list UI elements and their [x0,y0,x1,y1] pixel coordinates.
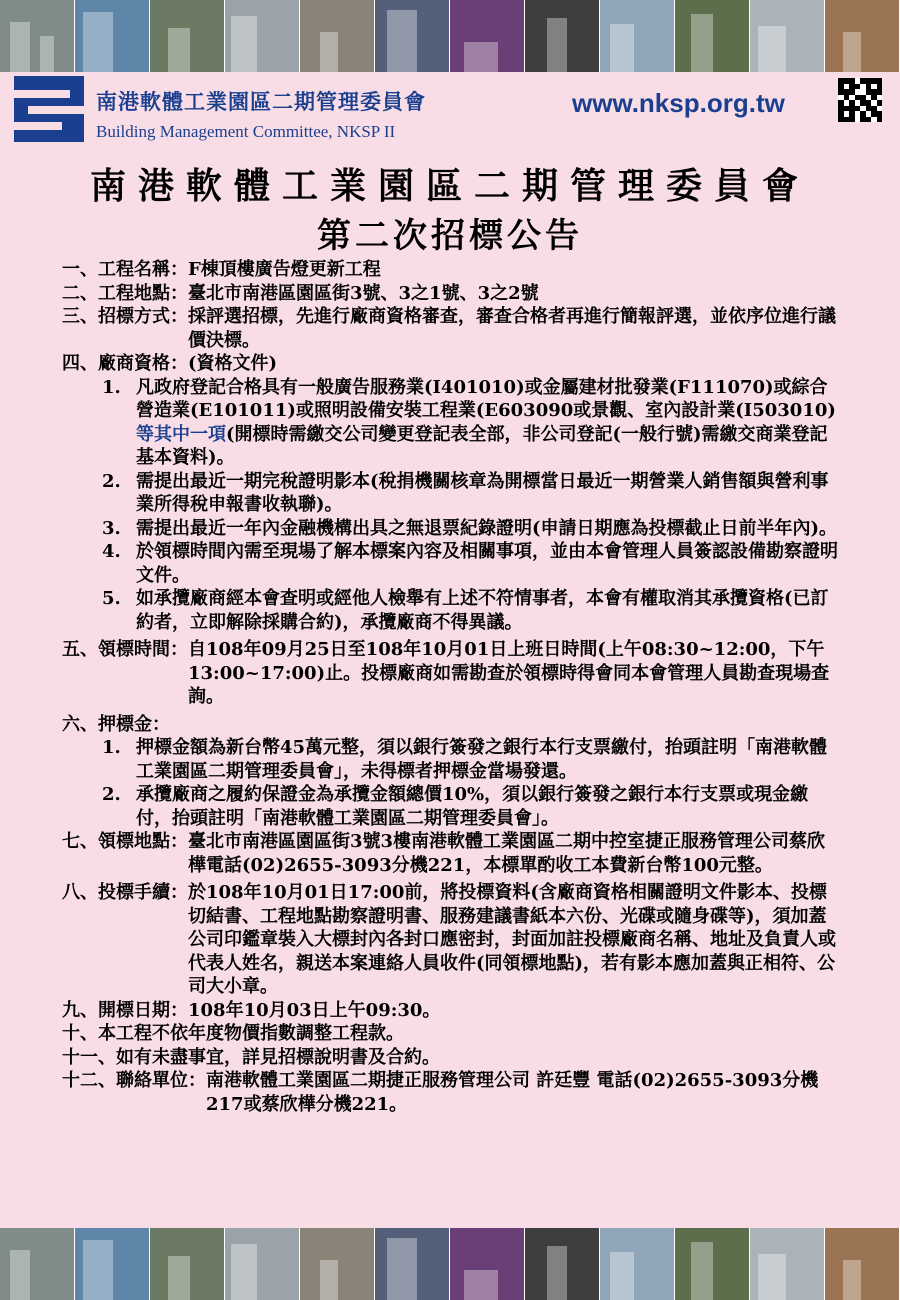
section-11 [62,1046,842,1070]
section-9 [62,999,842,1023]
org-name-zh: 南港軟體工業園區二期管理委員會 [96,90,426,114]
section-text: 自108年09月25日至108年10月01日上班日時間(上午08:30~12:00，下午13:00~17:00)止。投標廠商如需勘查於領標時得會同本會管理人員勘查現場查詢。 [188,639,830,707]
section-1 [62,258,842,282]
list-item: 4. 於領標時間內需至現場了解本標案內容及相關事項，並由本會管理人員簽認設備勘察證明文件。 [102,541,838,586]
section-text: 十、本工程不依年度物價指數調整工程款。 [62,1023,404,1044]
section-8 [62,881,842,999]
section-text: 十一、如有未盡事宜，詳見招標說明書及合約。 [62,1046,440,1068]
section-text: F棟頂樓廣告燈更新工程 [188,259,381,280]
section-text: 於108年10月01日17:00前，將投標資料(含廠商資格相關證明文件影本、投標切結書、工程地點勘察證明書、服務建議書紙本六份、光碟或隨身碟等)，須加蓋公司印鑑章裝入大標封內各封口應密封，封面加註投標廠商名稱、地址及負責人或代表人姓名，親送本案連絡人員收件(同領標地點)，若有影本應加蓋與正相符、公司大小章。 [188,882,836,997]
list-item: 2. 需提出最近一期完稅證明影本(稅捐機關核章為開標當日最近一期營業人銷售額與營利事業所得稅申報書收執聯)。 [102,470,829,515]
section-head: 三、招標方式： [62,306,188,327]
section-5 [62,638,842,709]
section-3 [62,305,842,352]
section-head: 七、領標地點： [62,831,188,852]
section-head: 九、開標日期： [62,999,188,1021]
page-title: 南港軟體工業園區二期管理委員會 [89,165,810,207]
highlight-text: 等其中一項 [136,423,226,445]
list-item: 3. 需提出最近一年內金融機構出具之無退票紀錄證明(申請日期應為投標截止日前半年內)。 [102,517,838,539]
header [0,72,900,152]
section-head: 六、押標金： [62,713,170,735]
section-7 [62,830,842,877]
announcement-body [62,258,842,1116]
nksp-logo-icon [14,76,84,142]
section-6 [62,713,842,737]
section-text: 採評選招標，先進行廠商資格審查，審查合格者再進行簡報評選，並依序位進行議價決標。 [188,306,836,351]
section-text: 臺北市南港區園區街3號3樓南港軟體工業園區二期中控室捷正服務管理公司蔡欣樺電話(02)2655-3093分機221，本標單酌收工本費新台幣100元整。 [188,831,826,876]
section-text: 南港軟體工業園區二期捷正服務管理公司 許廷豐 電話(02)2655-3093分機217或蔡欣樺分機221。 [206,1070,819,1115]
section-head: 四、廠商資格：(資格文件) [62,353,278,374]
qr-code-icon [838,78,882,122]
photo-banner-bottom [0,1228,900,1300]
website-url[interactable]: www.nksp.org.tw [572,88,785,118]
section-text: 臺北市南港區園區街3號、3之1號、3之2號 [188,282,539,304]
photo-banner-top [0,0,900,72]
section-head: 五、領標時間： [62,639,188,660]
list-item: 1. 押標金額為新台幣45萬元整，須以銀行簽發之銀行本行支票繳付，抬頭註明「南港軟體工業園區二期管理委員會」，未得標者押標金當場發還。 [102,737,828,782]
section-head: 二、工程地點： [62,282,188,304]
list-item: 5. 如承攬廠商經本會查明或經他人檢舉有上述不符情事者，本會有權取消其承攬資格(已訂約者，立即解除採購合約)，承攬廠商不得異議。 [102,588,829,633]
section-10 [62,1022,842,1046]
list-item: 2. 承攬廠商之履約保證金為承攬金額總價10%，須以銀行簽發之銀行本行支票或現金繳付，抬頭註明「南港軟體工業園區二期管理委員會」。 [102,784,809,829]
section-text: 108年10月03日上午09:30。 [188,999,441,1021]
page-subtitle: 第二次招標公告 [317,216,583,256]
section-4 [62,352,842,376]
section-head: 一、工程名稱： [62,259,188,280]
section-2 [62,282,842,306]
section-head: 十二、聯絡單位： [62,1070,206,1091]
section-head: 八、投標手續： [62,882,188,903]
list-item: 1. 凡政府登記合格具有一般廣告服務業(I401010)或金屬建材批發業(F111070)或綜合營造業(E101011)或照明設備安裝工程業(E603090或景觀、室內設計業(I503010)等其中一項(開標時需繳交公司變更登記表全部，非公司登記(一般行號)需繳交商業登記基本資料)。 [102,376,836,468]
section-12 [62,1069,842,1116]
org-name-en: Building Management Committee, NKSP II [96,122,396,141]
